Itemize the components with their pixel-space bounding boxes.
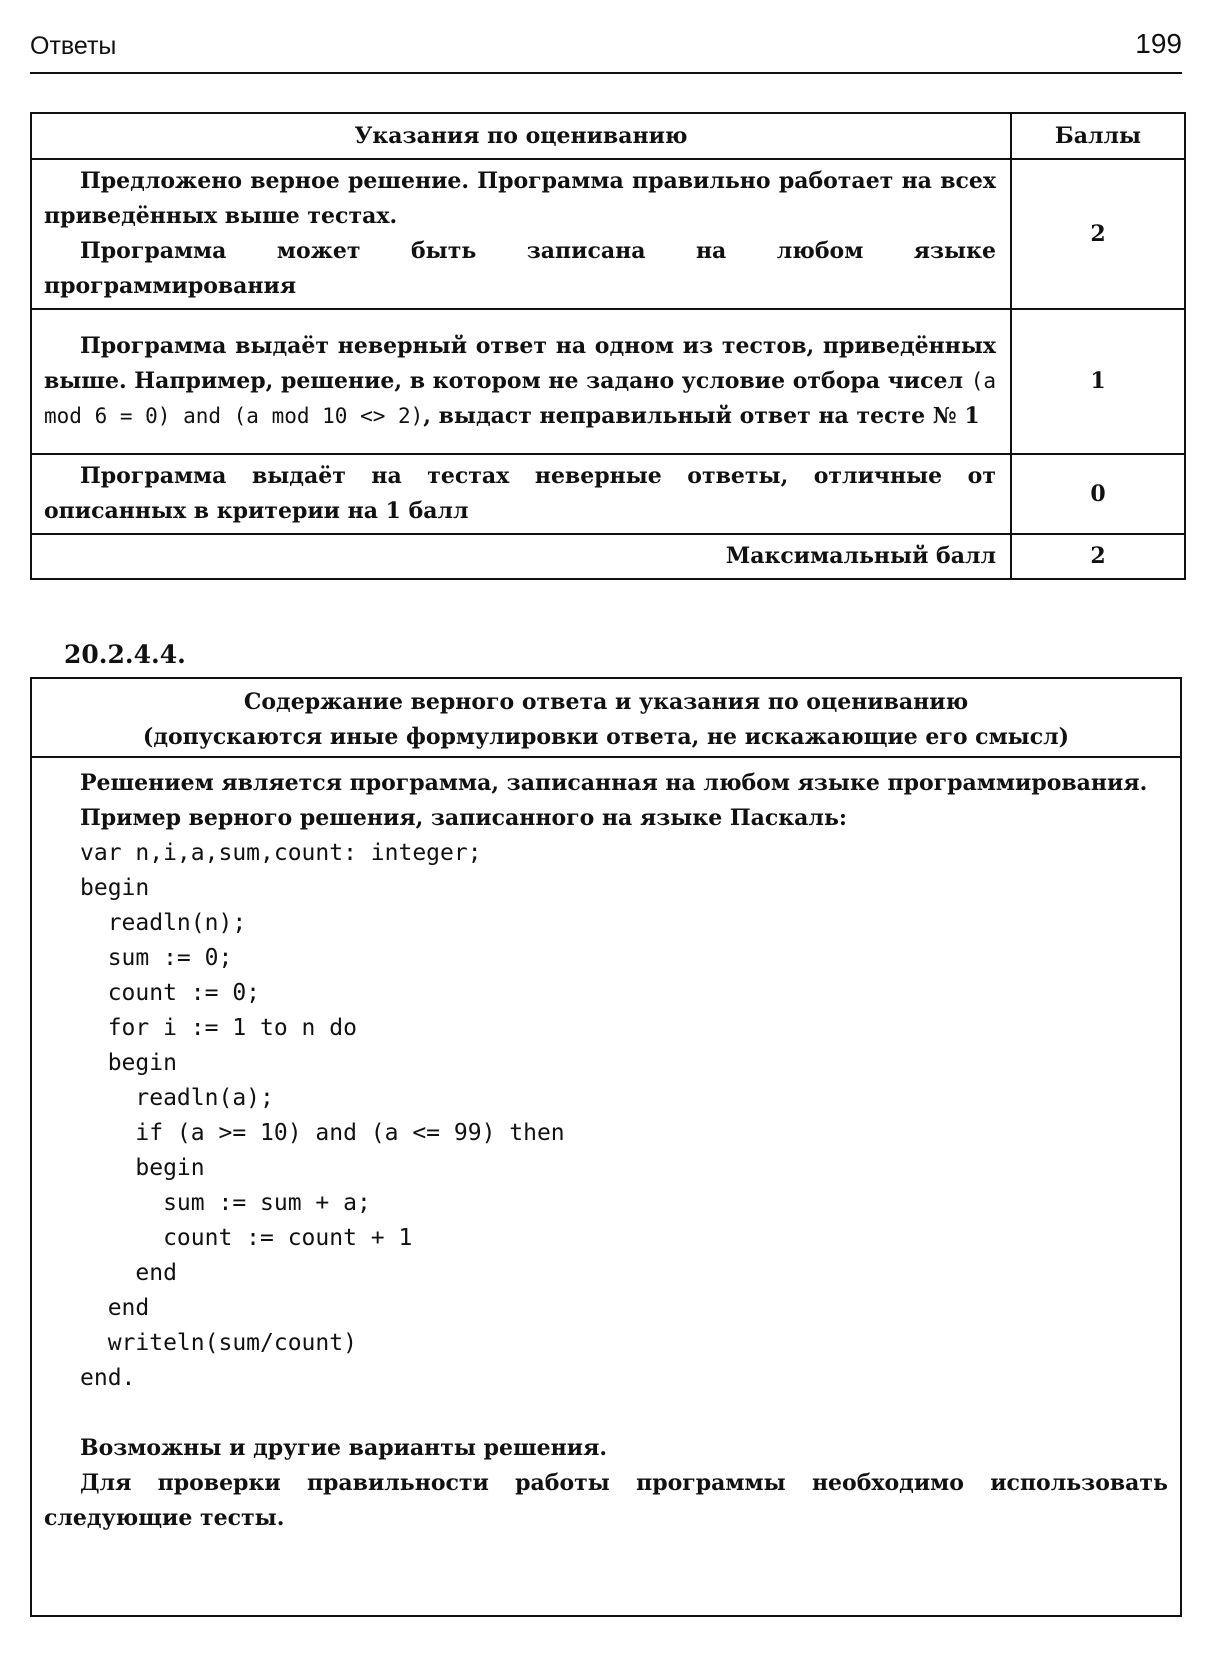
criteria-text-part: Программа выдаёт неверный ответ на одном из тестов, приведённых выше. Например, решение, в котором не задано условие отбора чисел	[44, 333, 996, 394]
criteria-cell	[31, 309, 1011, 454]
spacer	[44, 1396, 1168, 1431]
criteria-column-header: Указания по оцениванию	[31, 113, 1011, 159]
page-header	[30, 28, 1182, 74]
example-label: Пример верного решения, записанного на языке Паскаль:	[80, 805, 847, 831]
points-cell: 2	[1011, 159, 1185, 309]
answer-heading-subtitle: (допускаются иные формулировки ответа, не искажающие его смысл)	[142, 724, 1070, 750]
tests-note-text: Для проверки правильности работы программы необходимо использовать следующие тесты.	[44, 1470, 1168, 1531]
criteria-text	[44, 329, 996, 434]
max-score-row	[31, 534, 1185, 579]
points-cell: 1	[1011, 309, 1185, 454]
max-score-label: Максимальный балл	[31, 534, 1011, 579]
grading-table-header	[31, 113, 1185, 159]
criteria-text: Программа может быть записана на любом языке программирования	[44, 238, 996, 299]
criteria-cell	[31, 159, 1011, 309]
answer-heading	[32, 679, 1180, 758]
table-row	[31, 159, 1185, 309]
table-row	[31, 454, 1185, 534]
max-score-value: 2	[1011, 534, 1185, 579]
criteria-text-part: , выдаст неправильный ответ на тесте № 1	[423, 403, 980, 429]
points-column-header: Баллы	[1011, 113, 1185, 159]
answer-body	[32, 758, 1180, 1536]
table-row	[31, 309, 1185, 454]
intro-text: Решением является программа, записанная на любом языке программирования.	[80, 770, 1148, 796]
answer-box	[30, 677, 1182, 1617]
other-variants-text: Возможны и другие варианты решения.	[80, 1435, 607, 1461]
page-number: 199	[1135, 28, 1182, 59]
points-cell: 0	[1011, 454, 1185, 534]
criteria-text: Предложено верное решение. Программа правильно работает на всех приведённых выше тестах.	[44, 168, 996, 229]
answer-heading-title: Содержание верного ответа и указания по оцениванию	[243, 689, 969, 715]
running-title: Ответы	[30, 32, 117, 60]
criteria-cell	[31, 454, 1011, 534]
criteria-text: Программа выдаёт на тестах неверные ответы, отличные от описанных в критерии на 1 балл	[44, 463, 996, 524]
grading-table	[30, 112, 1186, 580]
pascal-code-listing: var n,i,a,sum,count: integer; begin readln(n); sum := 0; count := 0; for i := 1 to n do begin readln(a); if (a >= 10) and (a <= 99) then begin sum := sum + a; count := count + 1 end end writeln(sum/count) end.	[80, 840, 565, 1391]
section-number: 20.2.4.4.	[64, 640, 186, 669]
code-snippet: (a mod 6 = 0) and (a mod 10 <> 2)	[44, 369, 996, 428]
